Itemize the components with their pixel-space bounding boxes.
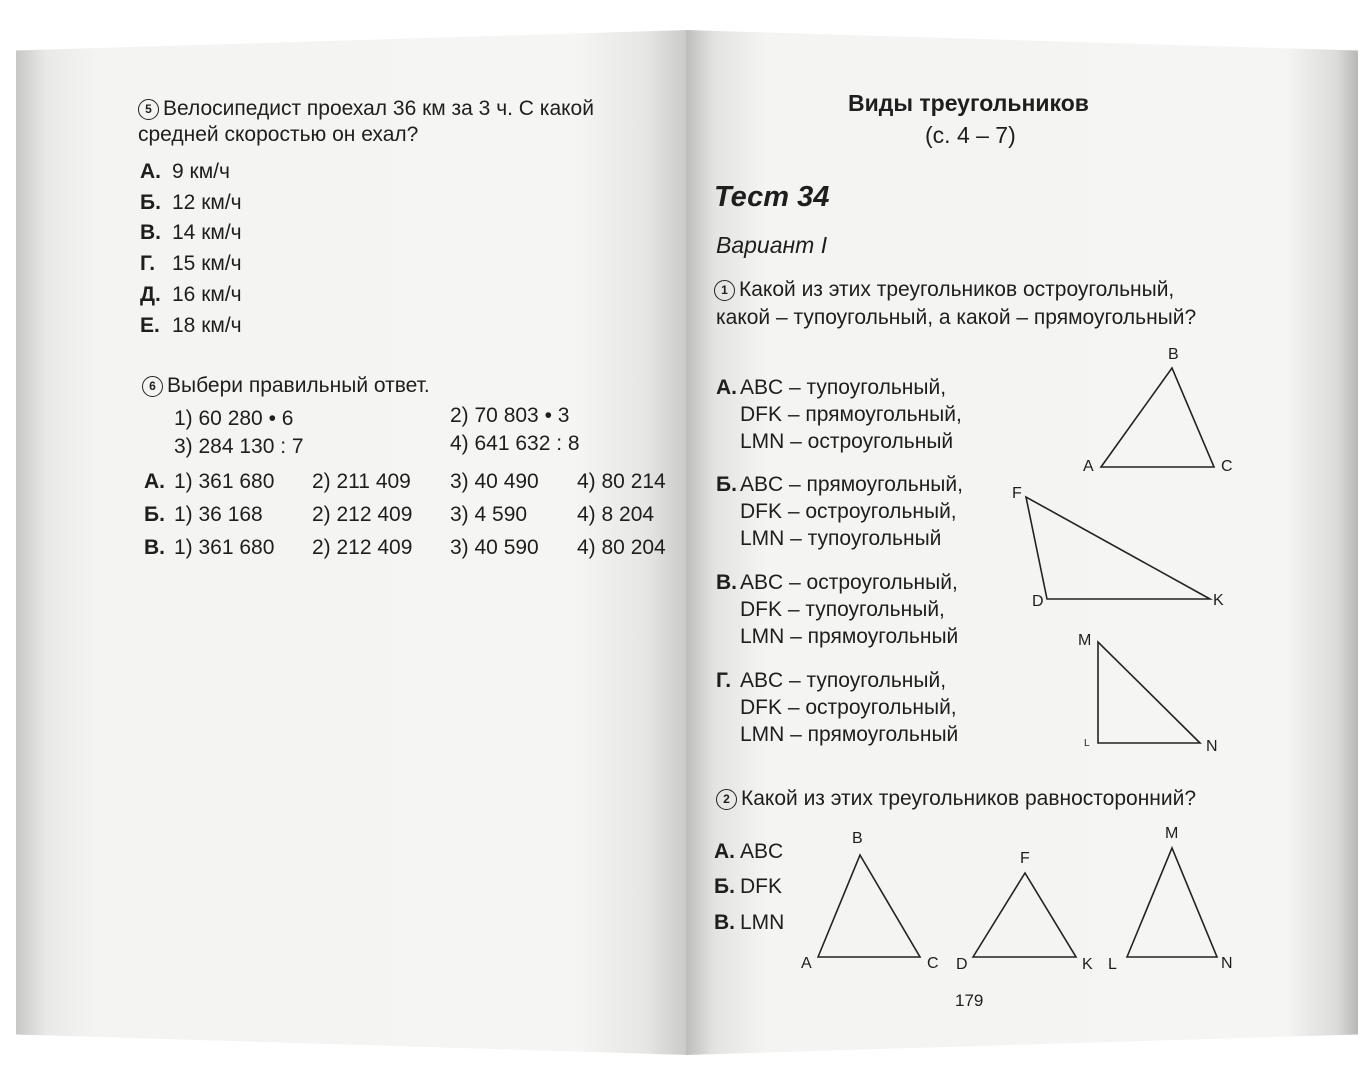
option-v: В. 14 км/ч — [140, 221, 242, 244]
triangle-dfk-eq — [973, 873, 1076, 957]
vertex-label: C — [927, 955, 939, 972]
vertex-label: A — [1083, 458, 1094, 475]
page-number: 179 — [955, 991, 984, 1010]
task-2: 2) 70 803 • 3 — [450, 404, 570, 427]
option-a: А. 9 км/ч — [140, 160, 230, 183]
q1-option-b: Б. ABC – прямоугольный, DFK – остроугольный, LMN – тупоугольный — [716, 473, 963, 550]
q1-option-a: А. ABC – тупоугольный, DFK – прямоугольный, LMN – остроугольный — [716, 376, 962, 453]
option-g: Г. 15 км/ч — [140, 252, 242, 275]
answer-row-a: А. 1) 361 680 2) 211 409 3) 40 490 4) 80 214 — [144, 470, 666, 493]
question-5-line2: средней скоростью он ехал? — [138, 123, 419, 146]
section-title: Виды треугольников — [848, 90, 1089, 116]
question-number-badge: 6 — [142, 376, 163, 397]
q2-option-a: А. ABC — [714, 840, 784, 863]
vertex-label: D — [1032, 593, 1044, 610]
question-2-text: Какой из этих треугольников равносторонний? — [741, 787, 1197, 810]
vertex-label: N — [1206, 738, 1218, 755]
vertex-label: B — [1168, 346, 1179, 363]
task-4: 4) 641 632 : 8 — [450, 432, 580, 455]
triangle-abc-obtuse — [1101, 368, 1214, 467]
question-number-badge: 2 — [716, 789, 737, 810]
answer-row-v: В. 1) 361 680 2) 212 409 3) 40 590 4) 80 204 — [144, 536, 666, 559]
vertex-label: M — [1078, 632, 1092, 649]
section-subtitle: (с. 4 – 7) — [925, 122, 1016, 148]
variant-heading: Вариант I — [716, 232, 828, 258]
question-number-badge: 1 — [714, 280, 735, 301]
vertex-label: A — [801, 955, 812, 972]
vertex-label: B — [852, 830, 863, 847]
vertex-label: K — [1082, 956, 1093, 973]
vertex-label: F — [1012, 485, 1022, 502]
q1-option-g: Г. ABC – тупоугольный, DFK – остроугольный, LMN – прямоугольный — [716, 669, 959, 746]
task-1: 1) 60 280 • 6 — [174, 407, 294, 430]
vertex-label: N — [1221, 955, 1233, 972]
vertex-label: M — [1165, 825, 1179, 842]
vertex-label: K — [1213, 592, 1224, 609]
triangle-lmn-eq — [1127, 848, 1217, 957]
q2-option-v: В. LMN — [714, 911, 785, 934]
vertex-label: L — [1084, 738, 1090, 749]
question-1-text: Какой из этих треугольников остроугольный, — [739, 278, 1175, 301]
vertex-label: C — [1221, 458, 1233, 475]
vertex-label: L — [1108, 956, 1117, 973]
q2-option-b: Б. DFK — [714, 875, 782, 898]
vertex-label: F — [1020, 850, 1030, 867]
question-6-text: Выбери правильный ответ. — [167, 374, 430, 397]
option-e: Е. 18 км/ч — [140, 314, 242, 337]
triangle-abc-eq — [818, 855, 920, 957]
question-number-badge: 5 — [138, 99, 159, 120]
test-heading: Тест 34 — [714, 181, 830, 213]
q1-option-v: В. ABC – остроугольный, DFK – тупоугольный, LMN – прямоугольный — [716, 571, 959, 648]
option-d: Д. 16 км/ч — [140, 283, 242, 306]
question-2-line — [716, 786, 1196, 811]
triangle-lmn — [1098, 642, 1200, 743]
vertex-label: D — [956, 956, 968, 973]
option-b: Б. 12 км/ч — [140, 191, 242, 214]
triangle-dfk — [1026, 497, 1210, 599]
task-3: 3) 284 130 : 7 — [174, 435, 304, 458]
answer-row-b: Б. 1) 36 168 2) 212 409 3) 4 590 4) 8 204 — [144, 503, 655, 526]
question-1-line2: какой – тупоугольный, а какой – прямоугольный? — [716, 306, 1197, 329]
question-5-text: Велосипедист проехал 36 км за 3 ч. С какой — [163, 97, 594, 120]
